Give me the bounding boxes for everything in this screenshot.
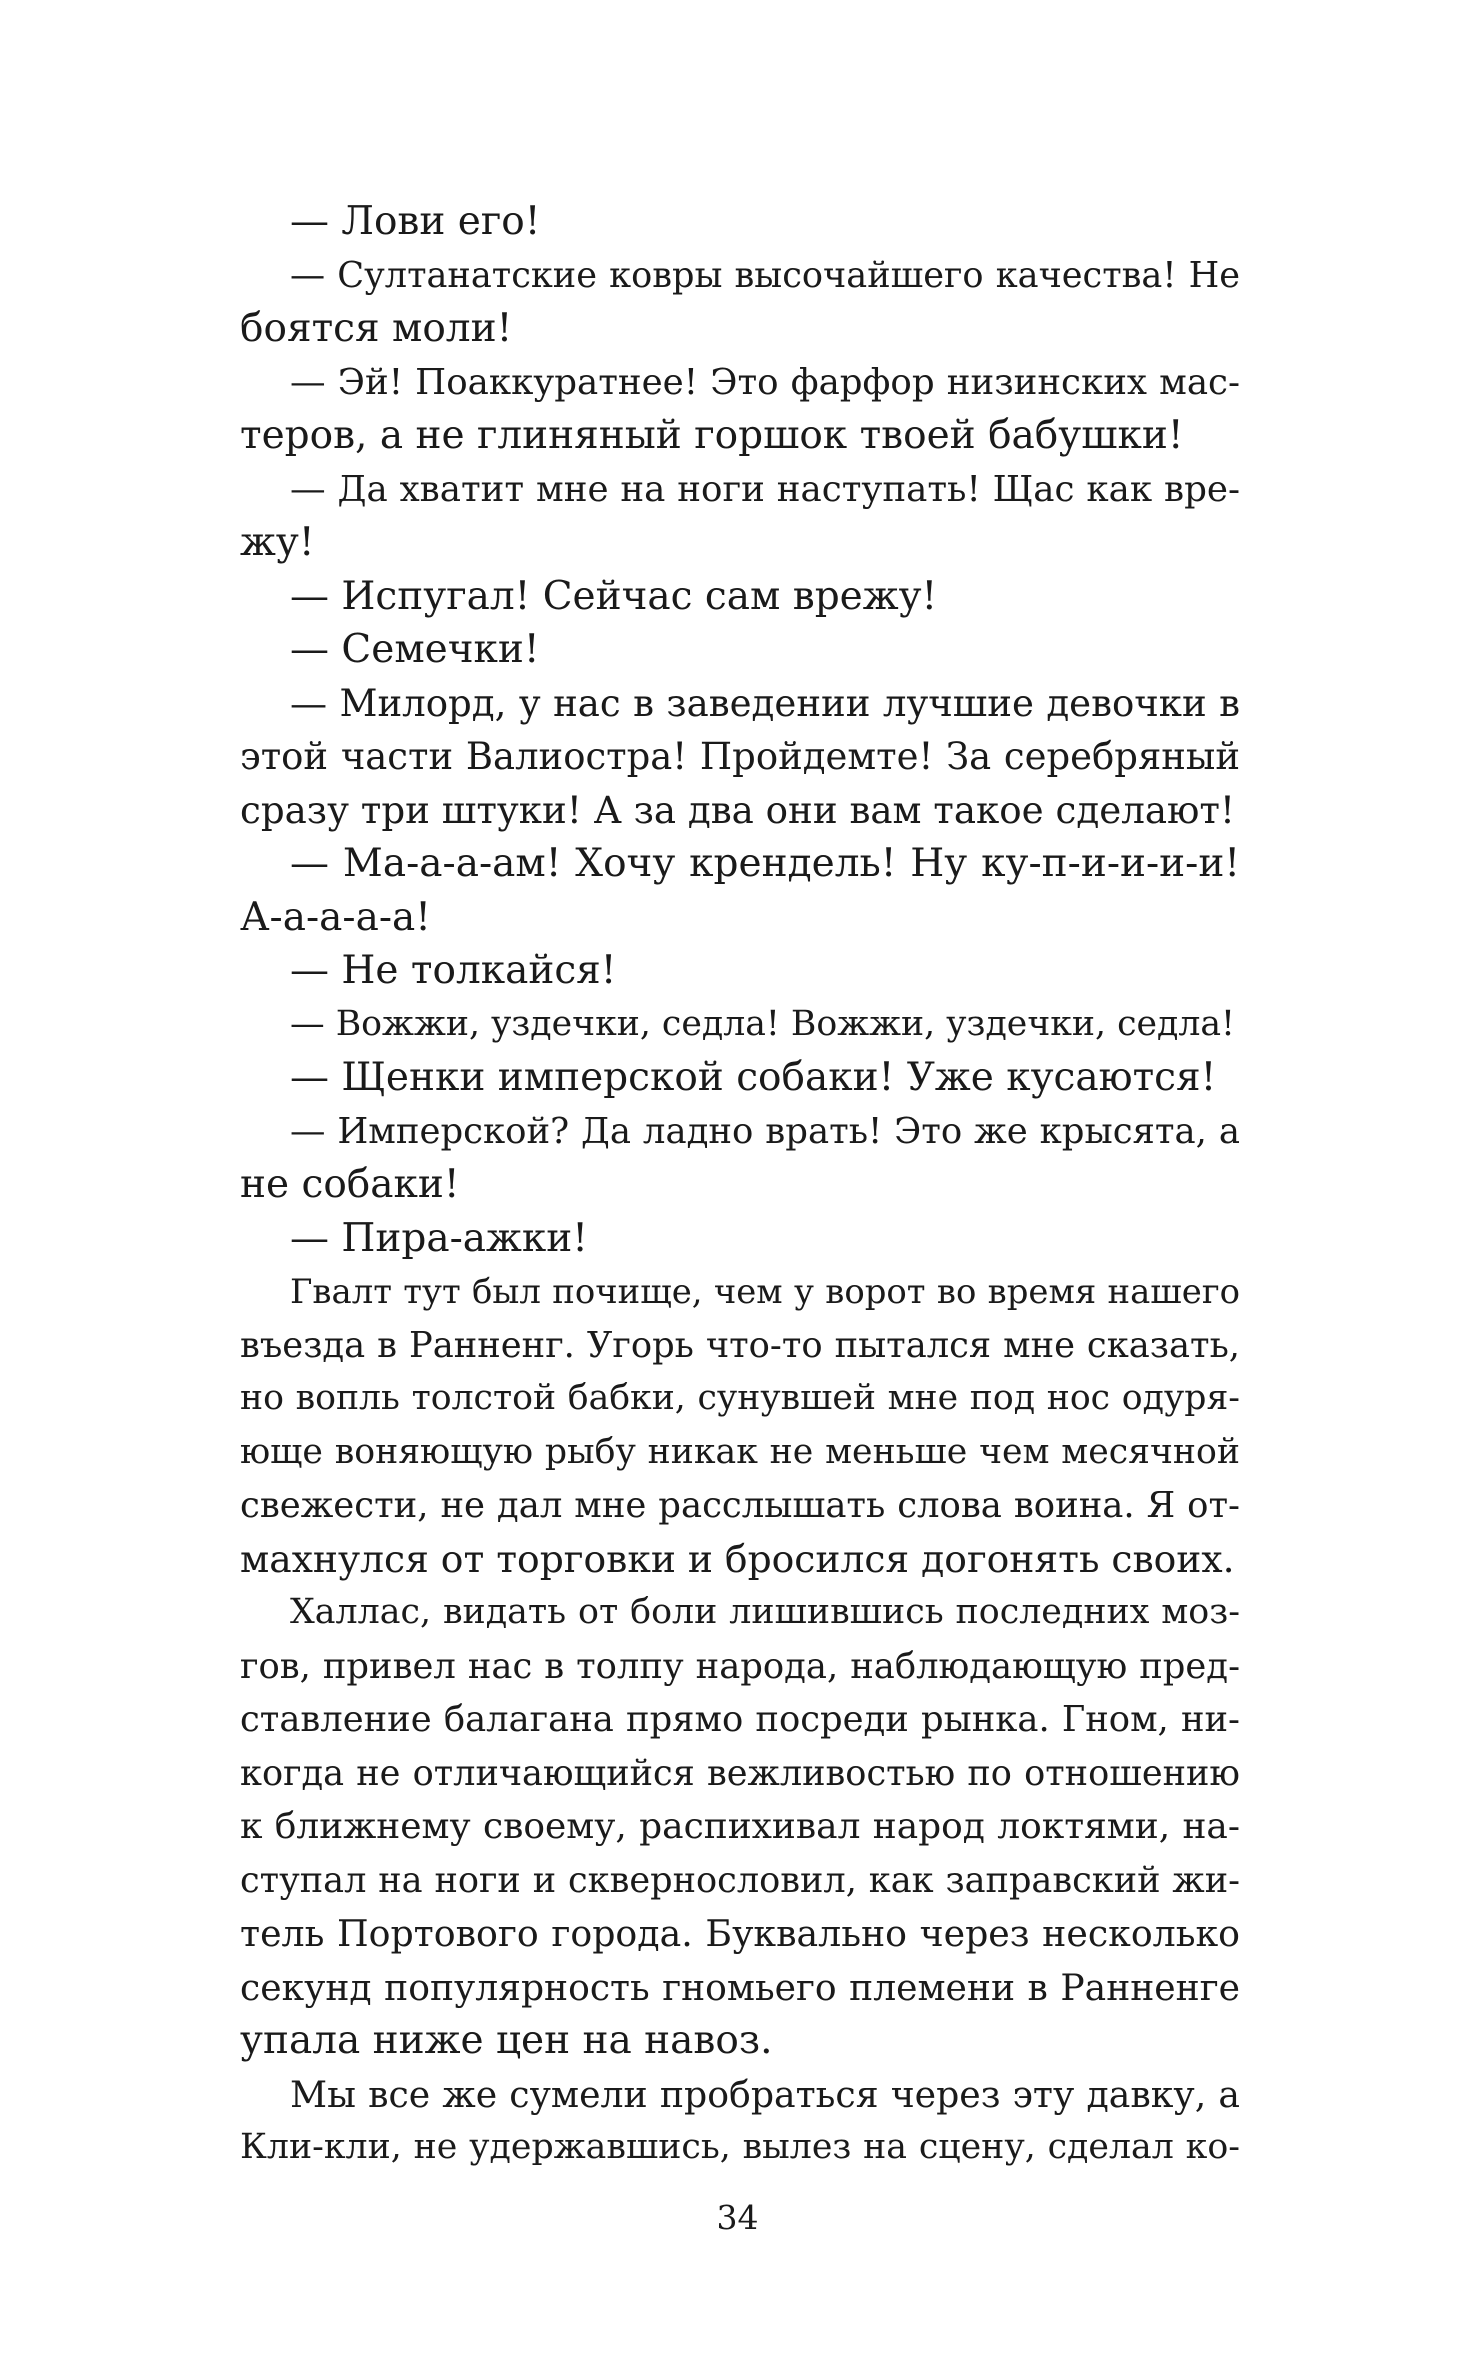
text-line: юще воняющую рыбу никак не меньше чем месячной	[240, 1431, 1240, 1472]
text-line: этой части Валиостра! Пройдемте! За серебряный	[240, 735, 1240, 778]
text-line: — Семечки!	[290, 627, 540, 672]
text-line: не собаки!	[240, 1162, 460, 1207]
text-line: — Испугал! Сейчас сам врежу!	[290, 573, 938, 619]
text-line: — Эй! Поаккуратнее! Это фарфор низинских мас-	[290, 361, 1240, 403]
text-line: Халлас, видать от боли лишившись последних моз-	[290, 1592, 1240, 1632]
text-line: Гвалт тут был почище, чем у ворот во время нашего	[290, 1272, 1240, 1311]
text-line: — Лови его!	[290, 199, 541, 244]
text-line: боятся моли!	[240, 306, 513, 351]
text-line: — Щенки имперской собаки! Уже кусаются!	[290, 1055, 1217, 1100]
text-line: упала ниже цен на навоз.	[240, 2018, 773, 2063]
text-line: жу!	[240, 520, 315, 565]
text-line: — Милорд, у нас в заведении лучшие девочки в	[290, 681, 1240, 725]
text-line: — Не толкайся!	[290, 948, 617, 993]
text-line: тель Портового города. Буквально через несколько	[240, 1912, 1240, 1955]
text-line: А-а-а-а-а!	[240, 894, 431, 940]
body-text	[240, 195, 1240, 2175]
text-line: ставление балагана прямо посреди рынка. Гном, ни-	[240, 1699, 1240, 1740]
text-line: — Пира-ажки!	[290, 1215, 588, 1261]
text-line: — Да хватит мне на ноги наступать! Щас как вре-	[290, 468, 1240, 510]
text-line: секунд популярность гномьего племени в Ранненге	[240, 1965, 1240, 2009]
text-line: махнулся от торговки и бросился догонять своих.	[240, 1536, 1235, 1581]
text-line: — Вожжи, уздечки, седла! Вожжи, уздечки, седла!	[290, 1003, 1235, 1044]
text-line: Кли-кли, не удержавшись, вылез на сцену, сделал ко-	[240, 2127, 1240, 2167]
text-line: к ближнему своему, распихивал народ локтями, на-	[240, 1806, 1240, 1847]
text-line: ступал на ноги и сквернословил, как заправский жи-	[240, 1859, 1240, 1901]
text-line: Мы все же сумели пробраться через эту давку, а	[290, 2072, 1240, 2116]
text-line: но вопль толстой бабки, сунувшей мне под нос одуря-	[240, 1378, 1240, 1418]
text-line: сразу три штуки! А за два они вам такое сделают!	[240, 787, 1235, 832]
text-line: теров, а не глиняный горшок твоей бабушки!	[240, 413, 1184, 458]
text-line: свежести, не дал мне расслышать слова воина. Я от-	[240, 1485, 1240, 1526]
text-line: когда не отличающийся вежливостью по отношению	[240, 1752, 1240, 1794]
text-line: гов, привел нас в толпу народа, наблюдающую пред-	[240, 1645, 1240, 1687]
text-line: — Ма-а-а-ам! Хочу крендель! Ну ку-п-и-и-и-и!	[290, 841, 1240, 886]
page-number: 34	[716, 2198, 759, 2237]
text-line: — Султанатские ковры высочайшего качества! Не	[290, 254, 1240, 296]
text-line: — Имперской? Да ладно врать! Это же крысята, а	[290, 1110, 1240, 1152]
text-line: въезда в Ранненг. Угорь что-то пытался мне сказать,	[240, 1324, 1240, 1366]
